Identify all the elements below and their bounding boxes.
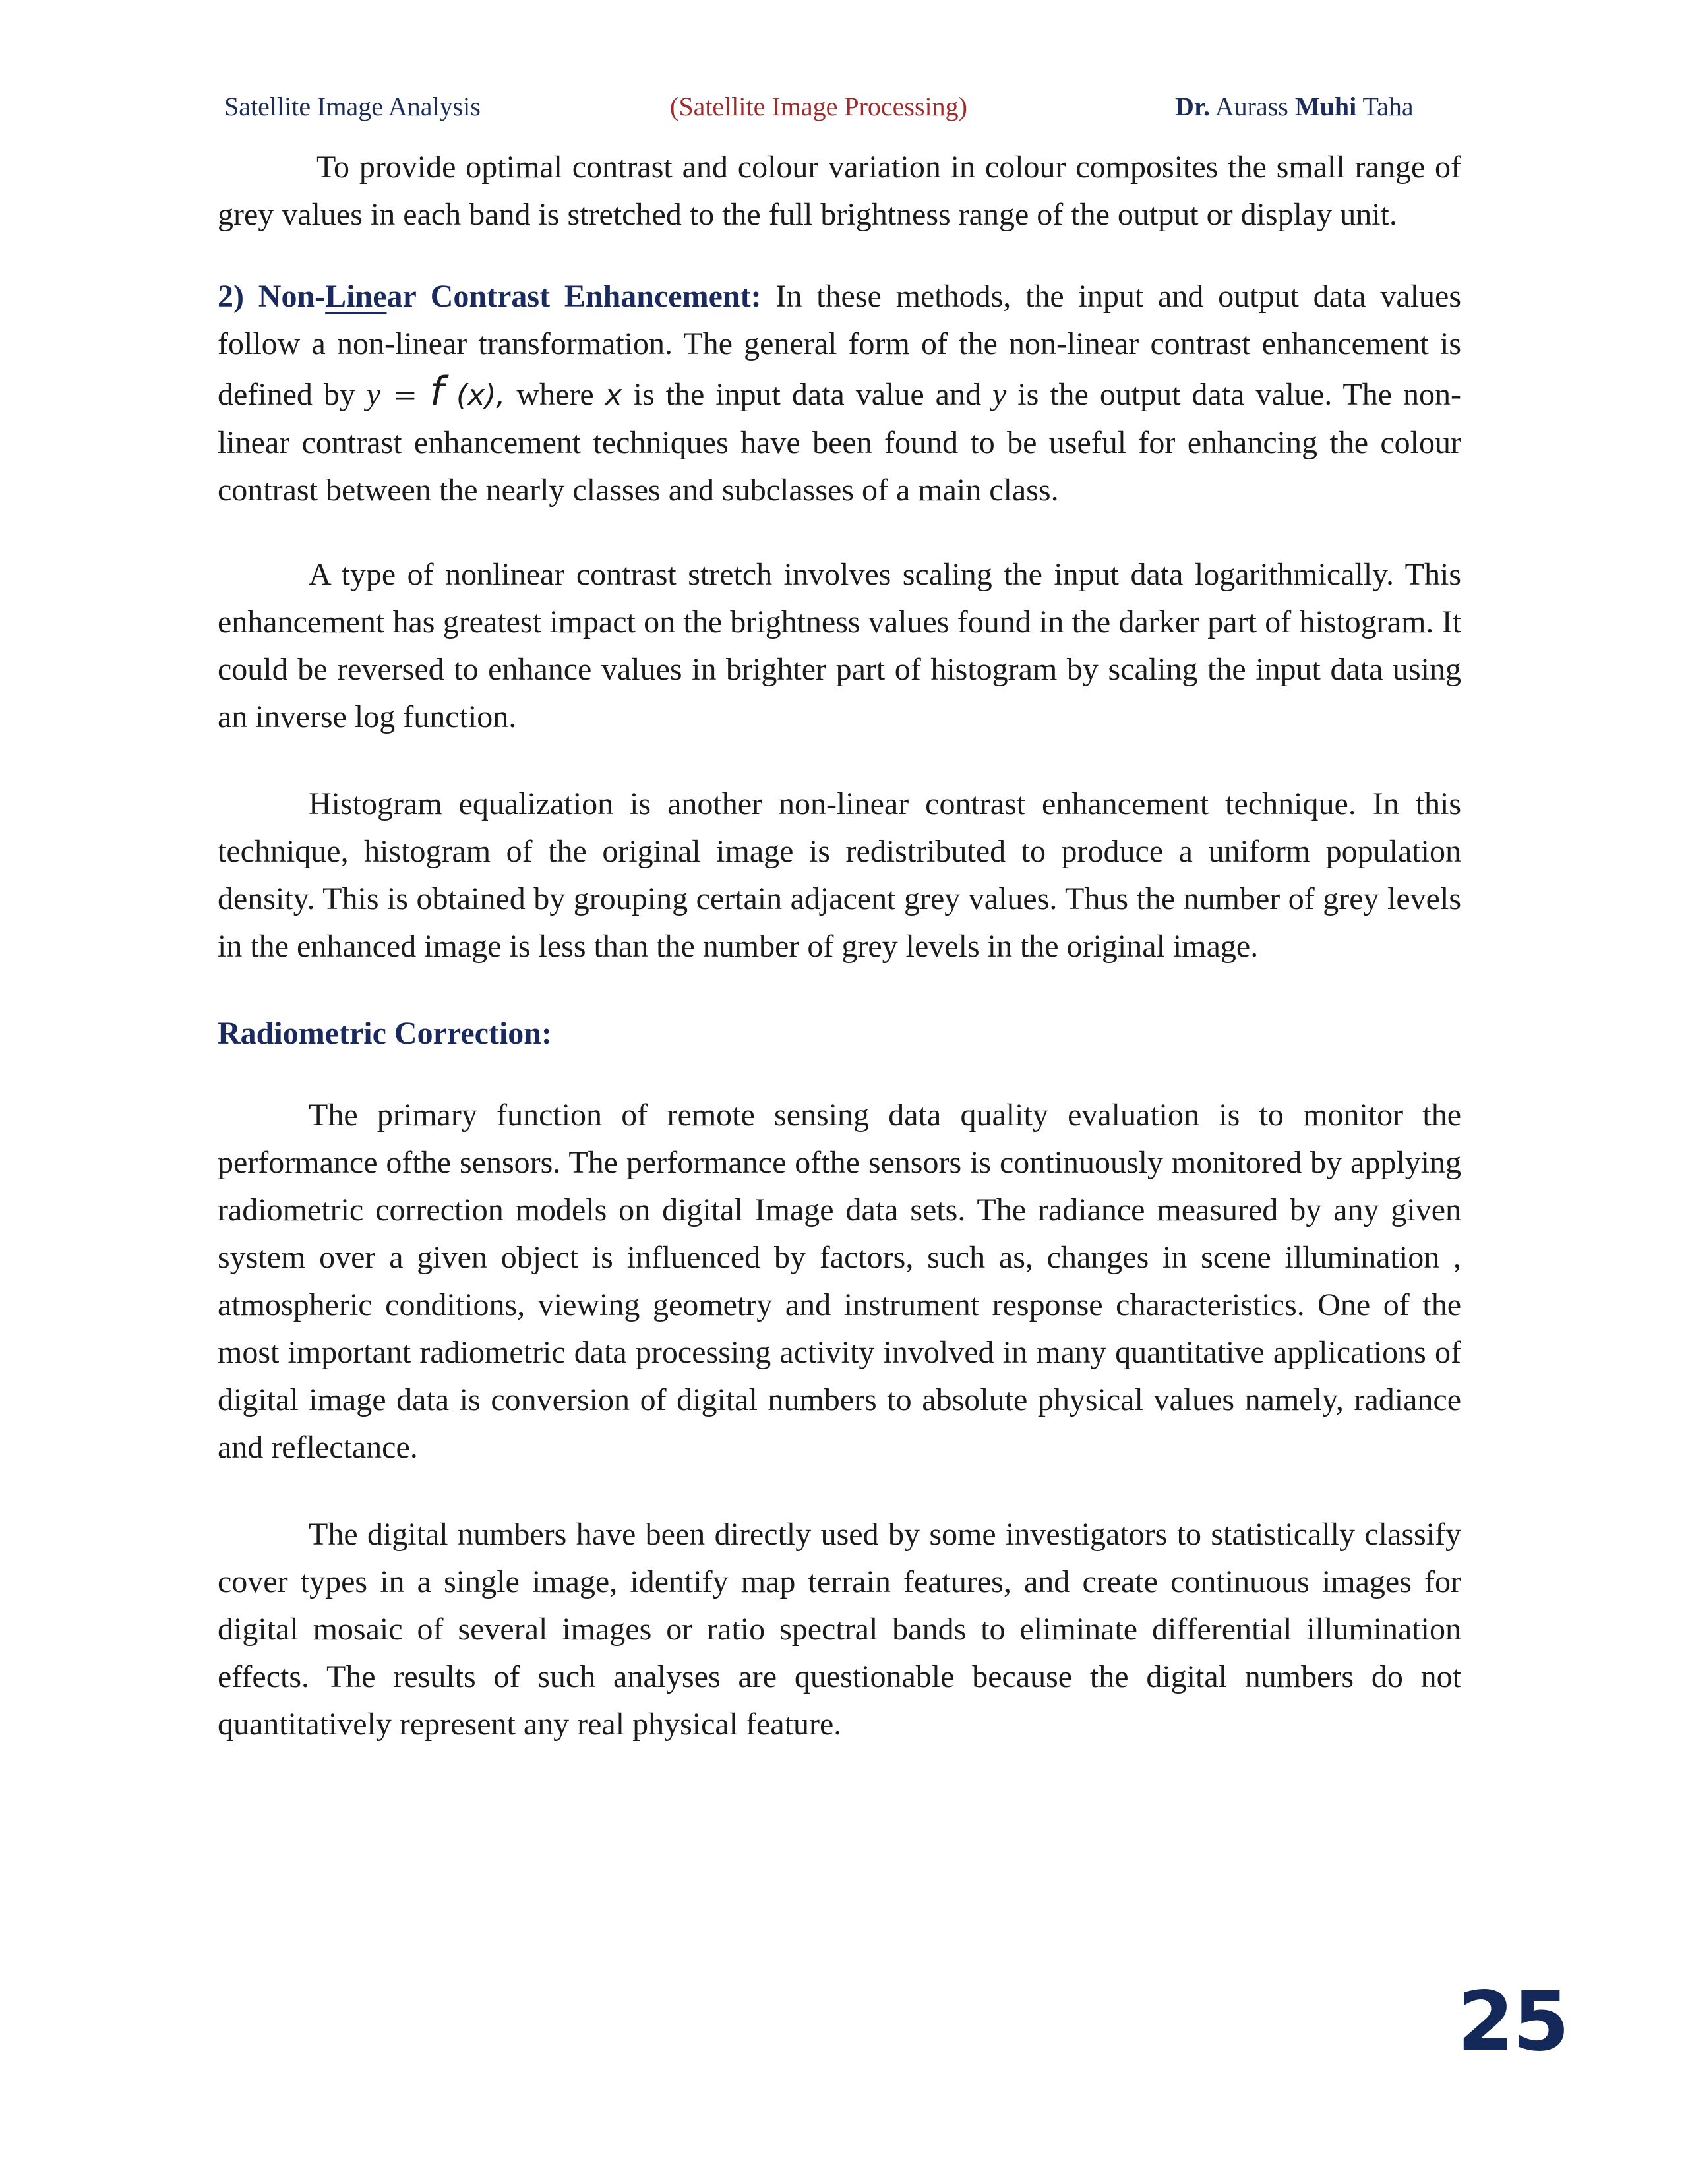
math-variable-x: x [605,378,622,412]
author-prefix: Dr. [1175,92,1210,121]
running-header [224,91,1451,131]
math-variable-y: y [992,377,1007,412]
math-argument-x: (x), [444,378,506,412]
math-equals: = [380,378,430,412]
header-course-title: Satellite Image Analysis [224,92,481,121]
section-title-nonlinear: 2) Non-Linear Contrast Enhancement: [218,279,762,314]
paragraph-histogram-equalization: Histogram equalization is another non-linear contrast enhancement technique. In this technique, histogram of the original image is redistributed to produce a uniform population density. This is obtained by grouping certain adjacent grey values. Thus the number of grey levels in the enhanced image is less than the number of grey levels in the original image. [218,786,1461,964]
math-function-f: f [429,369,444,415]
paragraph-digital-numbers: The digital numbers have been directly used by some investigators to statistically classify cover types in a single image, identify map terrain features, and create continuous images for digital mosaic of several images or ratio spectral bands to eliminate differential illumination effects. The results of such analyses are questionable because the digital numbers do not quantitatively represent any real physical feature. [218,1517,1461,1742]
paragraph-log-stretch: A type of nonlinear contrast stretch involves scaling the input data logarithmically. This enhancement has greatest impact on the brightness values found in the darker part of histogram. It could be reversed to enhance values in brighter part of histogram by scaling the input data using an inverse log function. [218,557,1461,734]
page-body [218,144,1461,1748]
header-chapter-title: (Satellite Image Processing) [670,92,967,121]
paragraph-radiometric-function: The primary function of remote sensing data quality evaluation is to monitor the performance ofthe sensors. The performance ofthe sensors is continuously monitored by applying radiometric correction models on digital Image data sets. The radiance measured by any given system over a given object is influenced by factors, such as, changes in scene illumination , atmospheric conditions, viewing geometry and instrument response characteristics. One of the most important radiometric data processing activity involved in many quantitative applications of digital image data is conversion of digital numbers to absolute physical values namely, radiance and reflectance. [218,1098,1461,1465]
paragraph-contrast-composites: To provide optimal contrast and colour variation in colour composites the small range of grey values in each band is stretched to the full brightness range of the output or display unit. [218,150,1461,232]
header-author [1175,91,1414,122]
author-name-bold: Muhi [1294,92,1357,121]
paragraph-nonlinear-enhancement: 2) Non-Linear Contrast Enhancement: In these methods, the input and output data values follow a non-linear transformation. The general form of the non-linear contrast enhancement is defined by y = f (x), where x is the input data value and y is the output data value. The non-linear contrast enhancement techniques have been found to be useful for enhancing the colour contrast between the nearly classes and subclasses of a main class. [218,279,1462,508]
page-number: 25 [1457,1974,1569,2069]
math-variable-y: y [366,377,381,412]
author-name-part: Aurass [1209,92,1295,121]
heading-radiometric-correction: Radiometric Correction: [218,1016,552,1051]
author-name-part: Taha [1356,92,1414,121]
